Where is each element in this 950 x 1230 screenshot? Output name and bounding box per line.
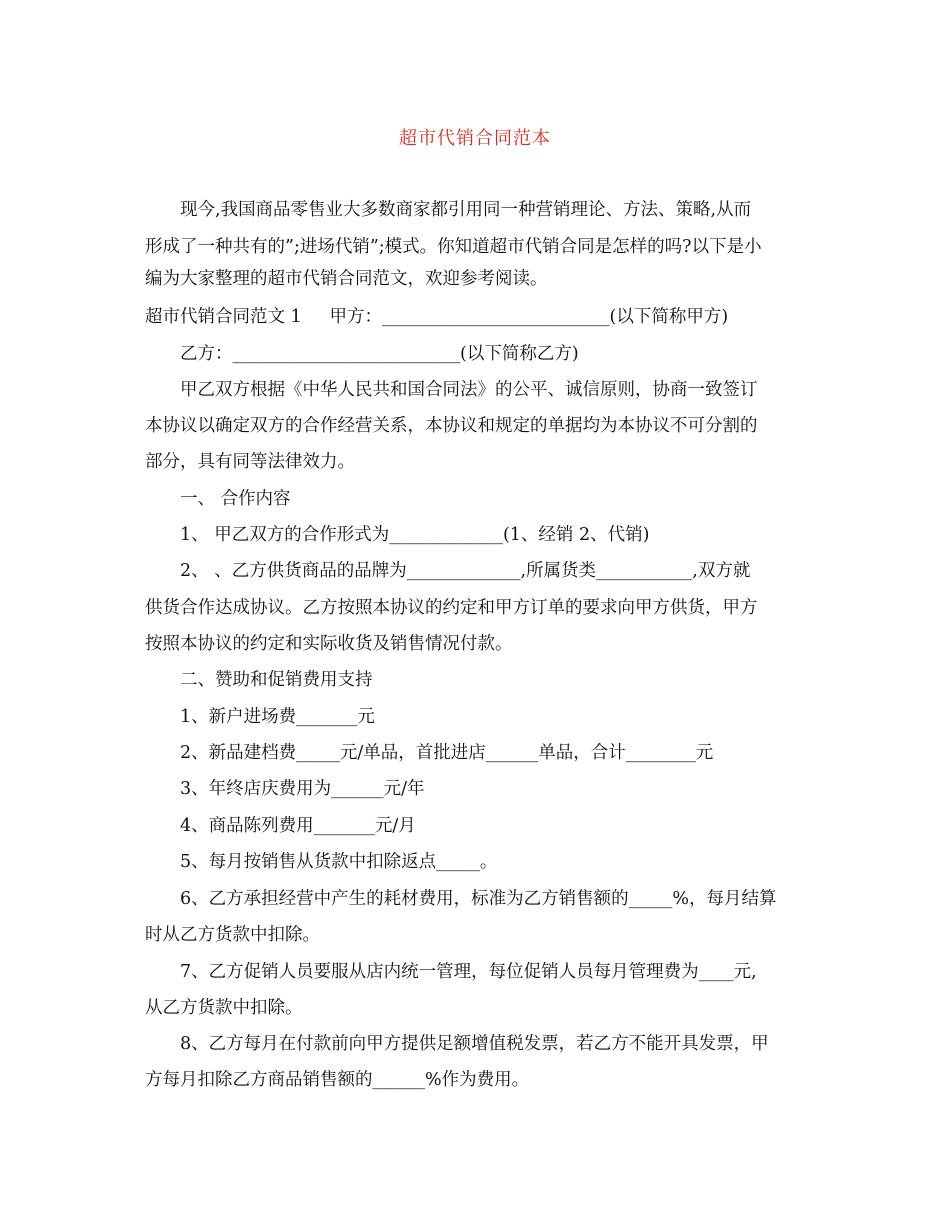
paragraph-line: 供货合作达成协议。乙方按照本协议的约定和甲方订单的要求向甲方供货，甲方 — [145, 598, 758, 618]
paragraph-line: 部分，具有同等法律效力。 — [145, 452, 355, 472]
paragraph-line: 1、 甲乙双方的合作形式为_____________(1、经销 2、代销) — [180, 525, 650, 545]
paragraph-line: 8、乙方每月在付款前向甲方提供足额增值税发票，若乙方不能开具发票，甲 — [180, 1034, 769, 1054]
paragraph-line: 3、年终店庆费用为______元/年 — [180, 779, 425, 799]
paragraph-line: 2、新品建档费_____元/单品，首批进店______单品，合计________元 — [180, 743, 714, 763]
paragraph-line: 6、乙方承担经营中产生的耗材费用，标准为乙方销售额的_____%，每月结算 — [180, 889, 777, 909]
paragraph-line: 5、每月按销售从货款中扣除返点_____。 — [180, 852, 498, 872]
section-heading: 一、 合作内容 — [180, 489, 291, 509]
paragraph-line: 本协议以确定双方的合作经营关系，本协议和规定的单据均为本协议不可分割的 — [145, 416, 758, 436]
paragraph-line: 从乙方货款中扣除。 — [145, 998, 303, 1018]
paragraph-line: 超市代销合同范文 1 甲方：__________________________(以下简称甲方) — [145, 307, 729, 327]
paragraph-line: 按照本协议的约定和实际收货及销售情况付款。 — [145, 634, 513, 654]
paragraph-line: 2、 、乙方供货商品的品牌为_____________,所属货类___________,双方就 — [180, 561, 751, 581]
paragraph-line: 甲乙双方根据《中华人民共和国合同法》的公平、诚信原则，协商一致签订 — [180, 380, 758, 400]
paragraph-line: 现今,我国商品零售业大多数商家都引用同一种营销理论、方法、策略,从而 — [180, 200, 752, 220]
paragraph-line: 形成了一种共有的”;进场代销”;模式。你知道超市代销合同是怎样的吗?以下是小 — [145, 237, 762, 257]
paragraph-line: 乙方：__________________________(以下简称乙方) — [180, 344, 579, 364]
document-title: 超市代销合同范本 — [399, 128, 551, 149]
paragraph-line: 7、乙方促销人员要服从店内统一管理，每位促销人员每月管理费为____元, — [180, 962, 757, 982]
paragraph-line: 1、新户进场费_______元 — [180, 707, 375, 727]
section-heading: 二、赞助和促销费用支持 — [180, 670, 373, 690]
paragraph-line: 时从乙方货款中扣除。 — [145, 925, 320, 945]
paragraph-line: 方每月扣除乙方商品销售额的______%作为费用。 — [145, 1070, 530, 1090]
paragraph-line: 编为大家整理的超市代销合同范文，欢迎参考阅读。 — [145, 269, 548, 289]
paragraph-line: 4、商品陈列费用_______元/月 — [180, 816, 416, 836]
